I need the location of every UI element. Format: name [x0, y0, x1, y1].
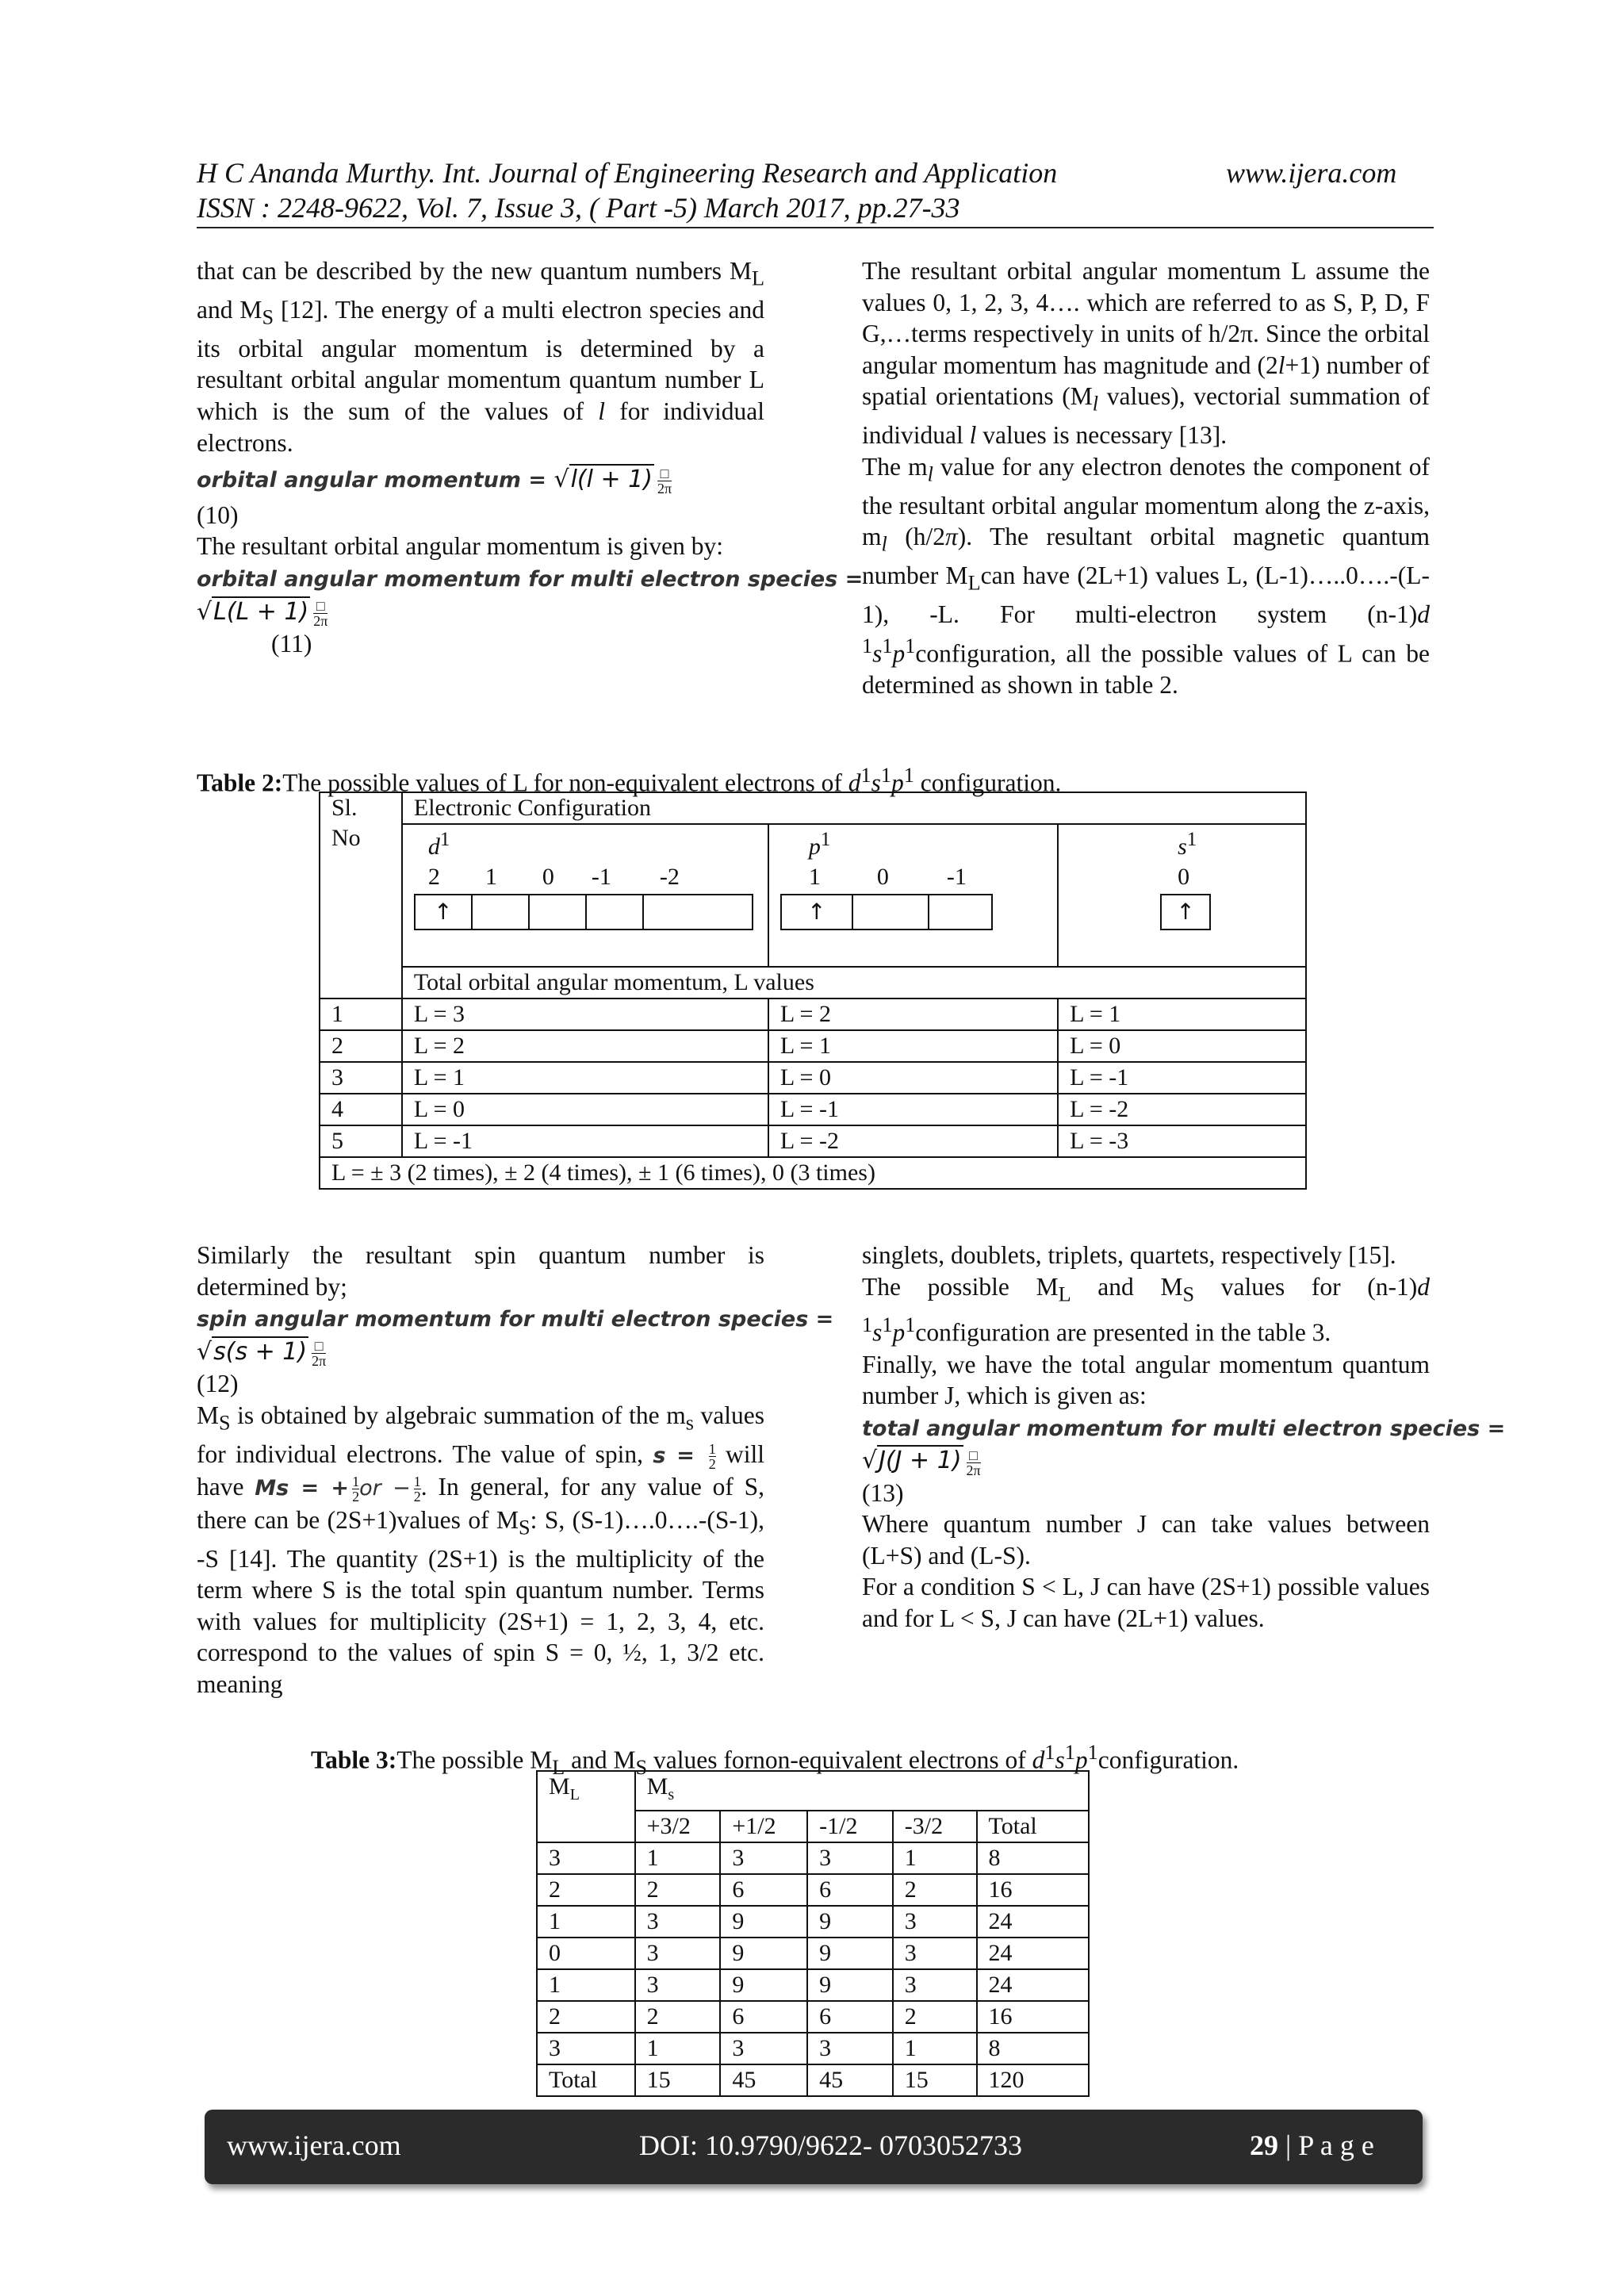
electronic-configuration-header: Electronic Configuration	[402, 792, 1306, 824]
table-row: 4 L = 0 L = -1 L = -2	[320, 1094, 1306, 1125]
paragraph: $M_S$ is obtained by algebraic summation of the $m_s$ values for individual electrons. The value of spin, s = $\frac{1}{2}$ will have Ms = + $\frac{1}{2}$ or − $\frac{1}{2}$ . In general, for any value of S, there can be (2S+1)values of $M_S$: S, (S-1)….0….-(S-1), -S [14]. The quantity (2S+1) is the multiplicity of the term where S is the total spin quantum number. Terms with values for multiplicity (2S+1) = 1, 2, 3, 4, etc. correspond to the values of spin S = 0, ½, 1, 3/2 etc. meaning	[197, 1401, 765, 1698]
issn-line: ISSN : 2248-9622, Vol. 7, Issue 3, ( Part -5) March 2017, pp.27-33	[197, 192, 960, 224]
sl-no-header: Sl. No	[320, 792, 402, 999]
paragraph: Where quantum number J can take values between (L+S) and (L-S).	[862, 1510, 1430, 1570]
ms-header: $M_s$	[635, 1771, 1089, 1811]
up-arrow-icon: ↑	[780, 894, 853, 930]
header-rule	[197, 227, 1434, 228]
journal-website: www.ijera.com	[1226, 157, 1397, 189]
table-row: 2 2 6 6 2 16	[537, 2001, 1089, 2033]
ml-header: $M_L$	[537, 1771, 635, 1842]
table-2-caption: Table 2:The possible values of L for non-equivalent electrons of $d^1s^1p^1$ configuration.	[197, 764, 1062, 797]
total-l-header: Total orbital angular momentum, L values	[402, 967, 1306, 999]
table-row: 2 L = 2 L = 1 L = 0	[320, 1030, 1306, 1062]
equation-10: orbital angular momentum = √l(l + 1) $\frac{□}{2\pi}$	[197, 466, 672, 497]
l-summary: L = ± 3 (2 times), ± 2 (4 times), ± 1 (6 times), 0 (3 times)	[320, 1157, 1306, 1189]
paragraph: Similarly the resultant spin quantum number is determined by;	[197, 1241, 764, 1301]
paragraph: Finally, we have the total angular momentum quantum number J, which is given as:	[862, 1350, 1430, 1410]
table-3-caption: Table 3:The possible $M_L$ and $M_S$ values fornon-equivalent electrons of $d^1s^1p^1configuration$.	[311, 1741, 1239, 1779]
s-orbital-cell: $s^1$ 0 ↑	[1058, 824, 1306, 967]
orbital-box	[852, 894, 929, 930]
equation-number: (11)	[271, 629, 312, 657]
table-row: 3 1 3 3 1 8	[537, 1842, 1089, 1874]
paragraph: The resultant orbital angular momentum L assume the values 0, 1, 2, 3, 4…. which are referred to as S, P, D, F G,…terms respectively in units of h/2π. Since the orbital angular momentum has magnitude and (2l+1) number of spatial orientations ($M_l$ values), vectorial summation of individual l values is necessary [13].	[862, 257, 1431, 450]
d-orbital-boxes	[414, 894, 756, 930]
orbital-box	[528, 894, 587, 930]
table-row: 1 3 9 9 3 24	[537, 1906, 1089, 1938]
paragraph: The $m_l$ value for any electron denotes the component of the resultant orbital angular momentum along the z-axis, $m_l$ (h/2π). The resultant orbital magnetic quantum number $M_Lcan$ have (2L+1) values L, (L-1)…..0….-(L-1), -L. For multi-electron system (n-1)d $^1s^1p^1configuration$, all the possible values of L can be determined as shown in table 2.	[862, 452, 1431, 699]
right-column-bottom	[862, 1240, 1506, 1635]
up-arrow-icon: ↑	[414, 894, 473, 930]
s-orbital-boxes	[1070, 894, 1294, 930]
d-orbital-cell: $d^1$ 2 1 0 -1 -2 ↑	[402, 824, 768, 967]
table-row: 1 3 9 9 3 24	[537, 1969, 1089, 2001]
table-3	[536, 1770, 1090, 2097]
equation-number: (12)	[197, 1370, 239, 1398]
footer-page-number: 29 | P a g e	[1250, 2129, 1374, 2161]
up-arrow-icon: ↑	[1160, 894, 1211, 930]
equation-12: spin angular momentum for multi electron species = √s(s + 1) $\frac{□}{2\pi}$	[197, 1307, 834, 1370]
paragraph: that can be described by the new quantum numbers $M_L$ and $M_S$ [12]. The energy of a multi electron species and its orbital angular momentum is determined by a resultant orbital angular momentum quantum number L which is the sum of the values of l for individual electrons.	[197, 257, 764, 457]
equation-13: total angular momentum for multi electron species = √J(J + 1) $\frac{□}{2\pi}$	[862, 1416, 1506, 1478]
table-row: Total 15 45 45 15 120	[537, 2064, 1089, 2096]
paragraph: For a condition S < L, J can have (2S+1) possible values and for L < S, J can have (2L+1) values.	[862, 1573, 1430, 1632]
footer-website-link[interactable]: www.ijera.com	[227, 2129, 401, 2161]
table-header-row: +3/2 +1/2 -1/2 -3/2 Total	[537, 1811, 1089, 1842]
table-row: 1 L = 3 L = 2 L = 1	[320, 999, 1306, 1030]
orbital-box	[928, 894, 993, 930]
table-row: 3 L = 1 L = 0 L = -1	[320, 1062, 1306, 1094]
paragraph: singlets, doublets, triplets, quartets, respectively [15].	[862, 1241, 1396, 1269]
table-row: 0 3 9 9 3 24	[537, 1938, 1089, 1969]
orbital-box	[471, 894, 530, 930]
journal-citation-line: H C Ananda Murthy. Int. Journal of Engineering Research and Application	[197, 157, 1058, 189]
p-orbital-cell: $p^1$ 1 0 -1 ↑	[768, 824, 1058, 967]
orbital-box	[642, 894, 753, 930]
left-column-bottom	[197, 1240, 834, 1700]
table-2	[319, 792, 1307, 1190]
paragraph: The resultant orbital angular momentum is given by:	[197, 532, 723, 561]
equation-number: (13)	[862, 1478, 904, 1507]
page-footer	[205, 2110, 1423, 2184]
orbital-box	[585, 894, 644, 930]
table-row: 3 1 3 3 1 8	[537, 2033, 1089, 2064]
paragraph: The possible $M_L$ and $M_S$ values for (n-1)d $^1s^1p^1configuration$ are presented in the table 3.	[862, 1272, 1431, 1347]
right-column-top	[862, 255, 1430, 700]
p-orbital-boxes	[780, 894, 1046, 930]
footer-doi: DOI: 10.9790/9622- 0703052733	[639, 2129, 1022, 2161]
equation-number: (10)	[197, 500, 239, 529]
equation-11: orbital angular momentum for multi electron species = √L(L + 1) $\frac{□}{2\pi}$	[197, 566, 864, 629]
s-ml-values: 0	[1178, 864, 1190, 890]
table-row: 2 2 6 6 2 16	[537, 1874, 1089, 1906]
table-row: 5 L = -1 L = -2 L = -3	[320, 1125, 1306, 1157]
p-ml-values: 1 0 -1	[808, 864, 967, 890]
left-column-top	[197, 255, 864, 659]
d-ml-values: 2 1 0 -1 -2	[427, 864, 680, 890]
